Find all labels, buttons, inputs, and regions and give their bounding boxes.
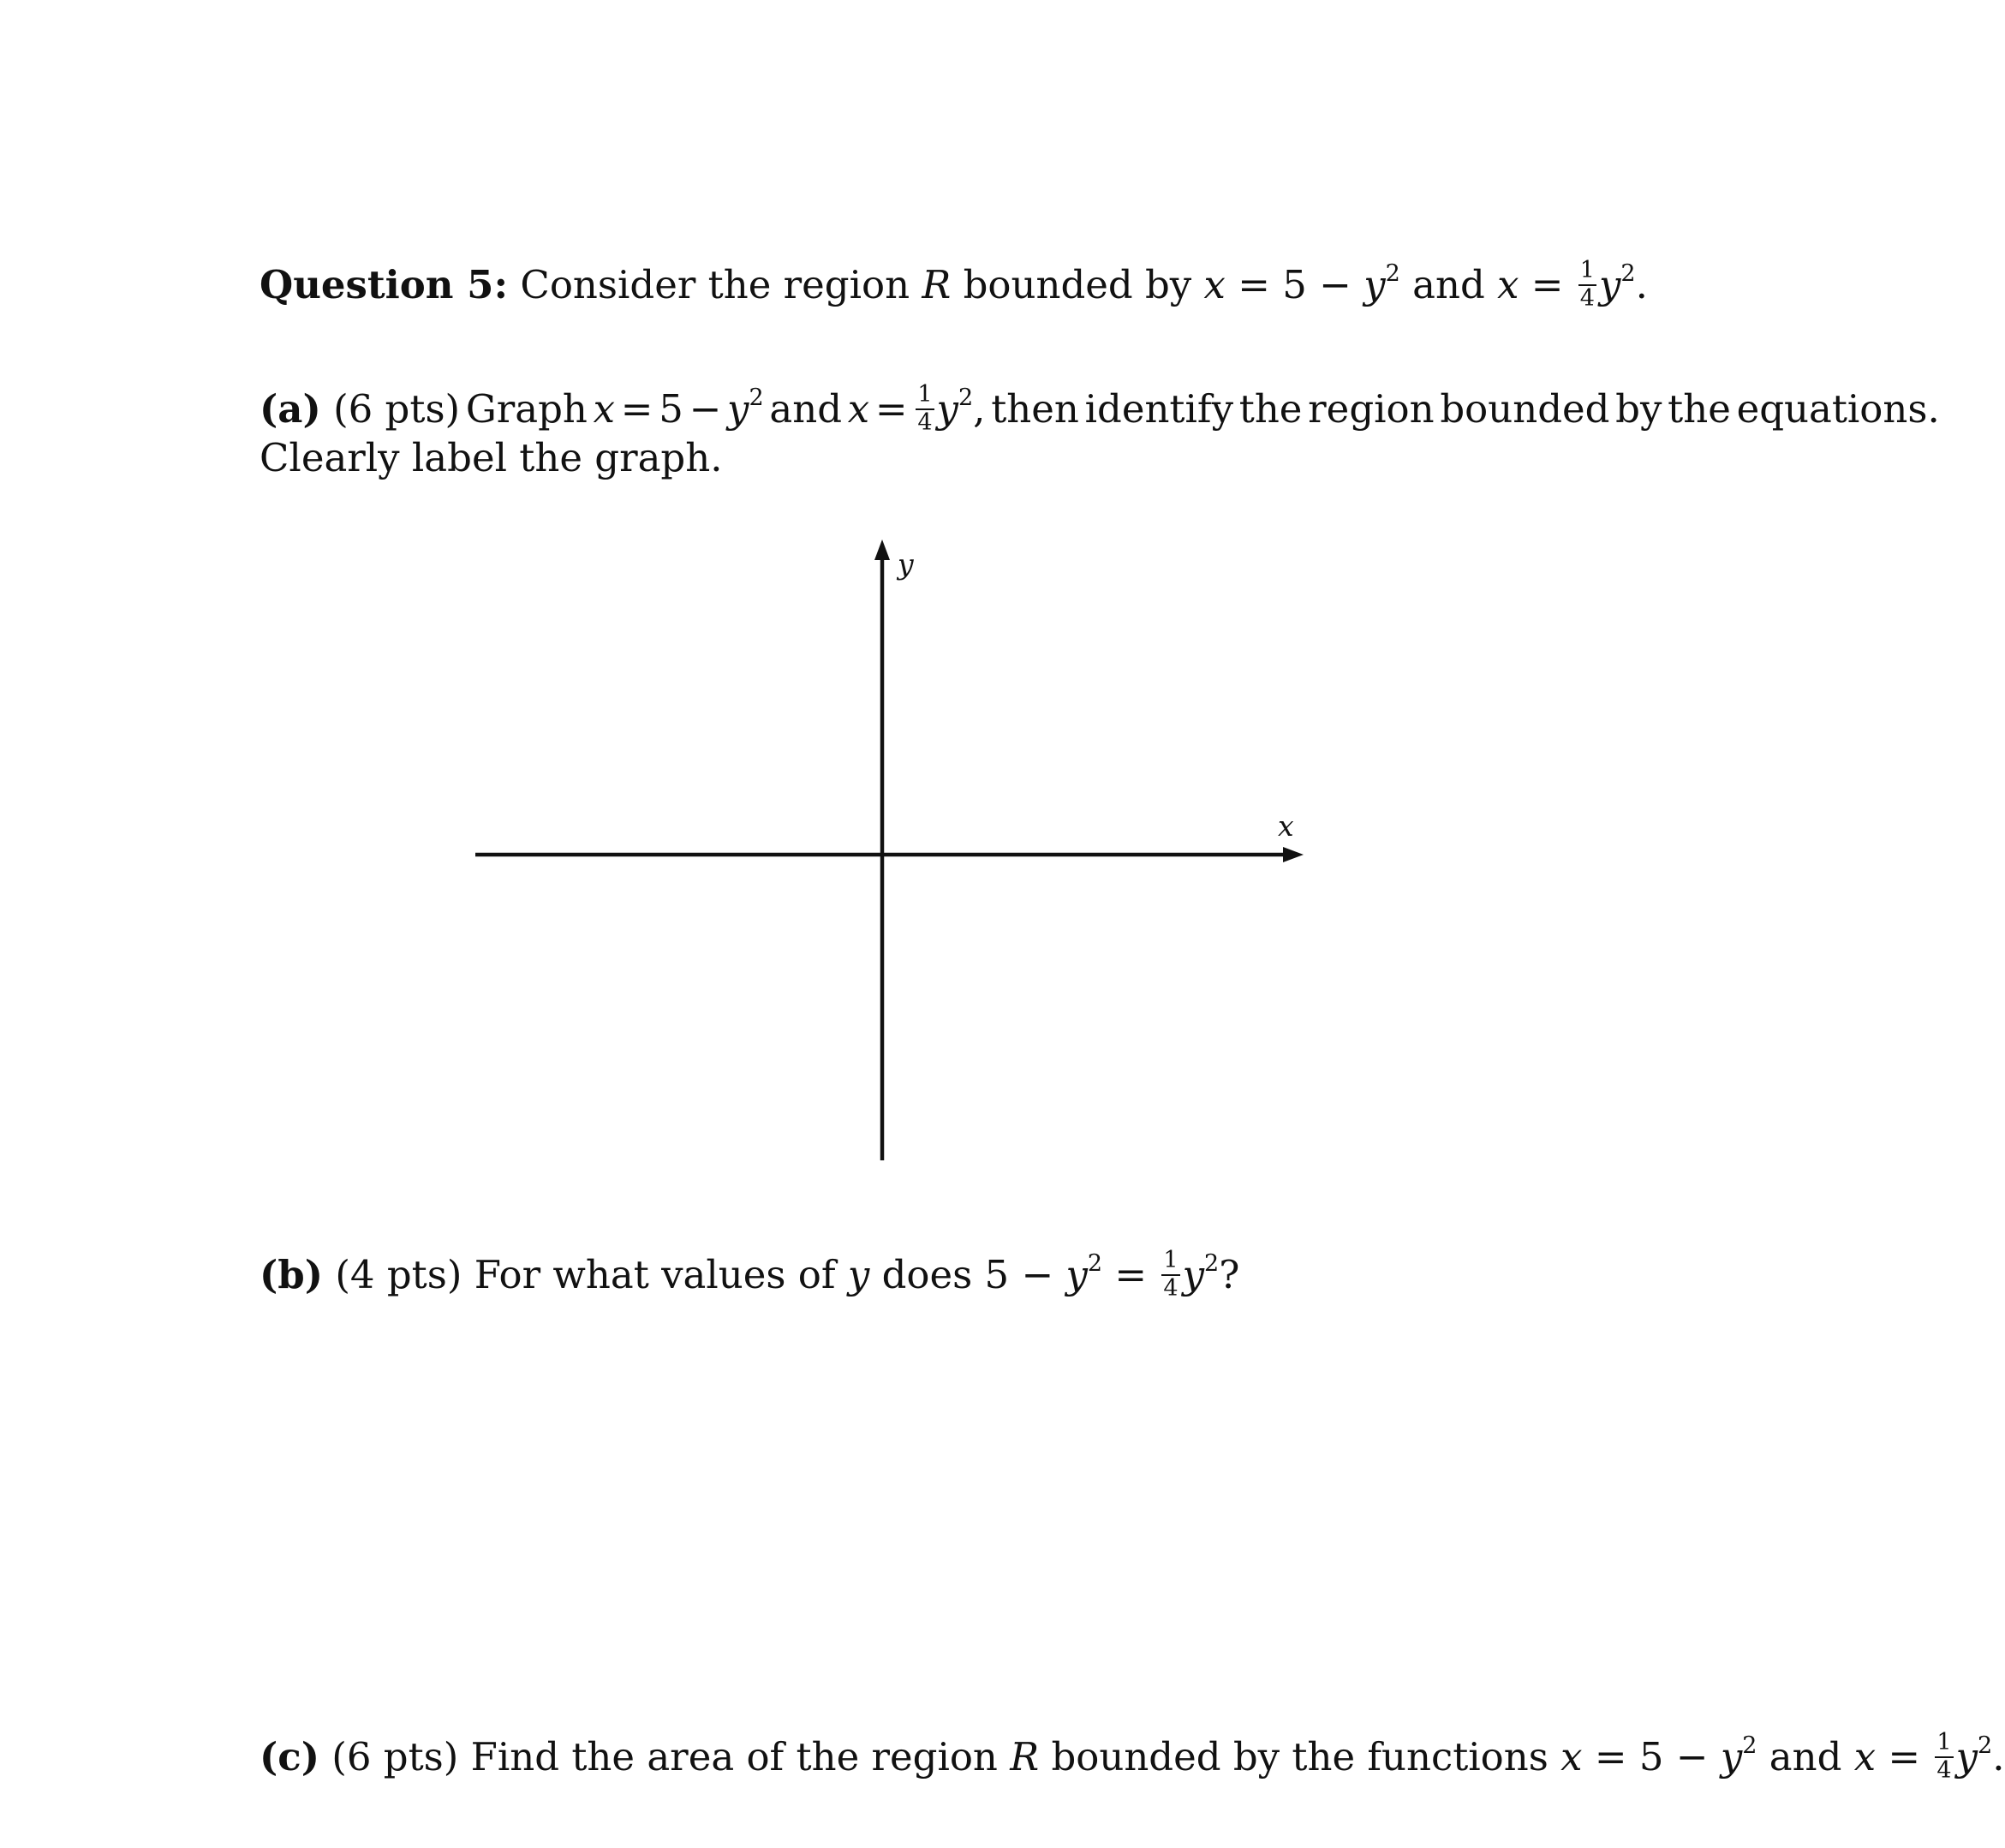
- word: identify: [1084, 386, 1233, 432]
- var-y: y: [847, 1252, 870, 1297]
- exponent: 2: [1978, 1732, 1993, 1759]
- fraction-denominator: 4: [1163, 1274, 1179, 1302]
- part-a-label: (a): [260, 386, 321, 432]
- word: bounded: [1440, 386, 1610, 432]
- fraction-denominator: 4: [1579, 284, 1595, 312]
- part-a-label-group: [260, 386, 460, 438]
- question-intro: [260, 257, 1648, 314]
- quarter-y-squared: [913, 381, 986, 438]
- part-a-points: (6 pts): [333, 386, 461, 432]
- y-squared: [727, 386, 764, 438]
- exponent: 2: [1087, 1250, 1103, 1277]
- fraction-numerator: 1: [1935, 1731, 1953, 1757]
- exponent: 2: [958, 385, 974, 411]
- equals-sign: =: [874, 386, 908, 432]
- equals-sign: =: [620, 386, 653, 432]
- word: equations.: [1736, 386, 1940, 432]
- part-a-prompt-line-1: [260, 381, 1940, 438]
- part-b-points: (4 pts): [335, 1252, 462, 1297]
- word: by: [1615, 386, 1662, 432]
- minus-sign: −: [689, 386, 722, 432]
- y-axis-label: y: [898, 547, 914, 581]
- part-b-text-2: does 5 −: [881, 1252, 1066, 1297]
- var-x: x: [1203, 262, 1226, 307]
- fraction-one-quarter: [1161, 1249, 1179, 1301]
- fraction-one-quarter: [916, 383, 934, 435]
- equals-sign: =: [1876, 1734, 1933, 1779]
- question-text-2: bounded by: [963, 262, 1192, 307]
- fraction-one-quarter: [1578, 259, 1596, 311]
- var-y: y: [727, 386, 749, 432]
- var-y: y: [1598, 262, 1621, 307]
- region-symbol: R: [1010, 1734, 1040, 1779]
- part-b-text-1: For what values of: [474, 1252, 836, 1297]
- var-x: x: [1560, 1734, 1583, 1779]
- word: region: [1308, 386, 1435, 432]
- equals-sign: =: [1102, 1252, 1160, 1297]
- number-five: 5: [659, 386, 683, 432]
- and-word: and: [1412, 262, 1485, 307]
- part-c-prompt: [260, 1729, 2005, 1786]
- question-label: Question 5:: [260, 262, 509, 307]
- part-c-label: (c): [260, 1734, 319, 1779]
- exponent: 2: [1620, 260, 1636, 287]
- var-y: y: [936, 386, 958, 432]
- coordinate-axes: [462, 539, 1302, 1207]
- period: .: [1992, 1734, 2005, 1779]
- word: then: [991, 386, 1079, 432]
- var-y: y: [1065, 1252, 1088, 1297]
- x-axis-label: x: [1278, 809, 1294, 843]
- part-c-points: (6 pts): [331, 1734, 459, 1779]
- var-x: x: [847, 386, 870, 432]
- comma: ,: [973, 386, 986, 432]
- var-x: x: [1497, 262, 1519, 307]
- var-y: y: [1720, 1734, 1743, 1779]
- exponent: 2: [749, 385, 764, 411]
- var-y: y: [1955, 1734, 1978, 1779]
- fraction-denominator: 4: [1936, 1756, 1952, 1784]
- word: the: [1238, 386, 1303, 432]
- question-text-1: Consider the region: [520, 262, 910, 307]
- fraction-numerator: 1: [1578, 259, 1596, 285]
- part-c-text-1: Find the area of the region: [470, 1734, 998, 1779]
- and-word: and: [769, 386, 843, 432]
- part-b-label: (b): [260, 1252, 324, 1297]
- fraction-denominator: 4: [917, 408, 933, 436]
- exponent: 2: [1385, 260, 1400, 287]
- fraction-one-quarter: [1935, 1731, 1953, 1783]
- fraction-numerator: 1: [916, 383, 934, 409]
- exponent: 2: [1204, 1250, 1220, 1277]
- part-b-prompt: [260, 1247, 1240, 1304]
- question-mark: ?: [1219, 1252, 1240, 1297]
- y-axis-arrowhead: [874, 539, 890, 560]
- var-x: x: [593, 386, 616, 432]
- word: the: [1668, 386, 1731, 432]
- equation-part: = 5 −: [1225, 262, 1364, 307]
- period: .: [1635, 262, 1648, 307]
- fraction-numerator: 1: [1161, 1249, 1179, 1275]
- var-y: y: [1364, 262, 1386, 307]
- equals-sign: =: [1519, 262, 1576, 307]
- region-symbol: R: [922, 262, 952, 307]
- exponent: 2: [1742, 1732, 1757, 1759]
- part-c-text-2: bounded by the functions: [1051, 1734, 1549, 1779]
- part-a-prompt-line-2: Clearly label the graph.: [260, 435, 723, 480]
- var-x: x: [1853, 1734, 1877, 1779]
- x-axis-arrowhead: [1283, 847, 1304, 862]
- and-word: and: [1769, 1734, 1842, 1779]
- var-y: y: [1182, 1252, 1205, 1297]
- word: Graph: [465, 386, 588, 432]
- equation-part: = 5 −: [1582, 1734, 1721, 1779]
